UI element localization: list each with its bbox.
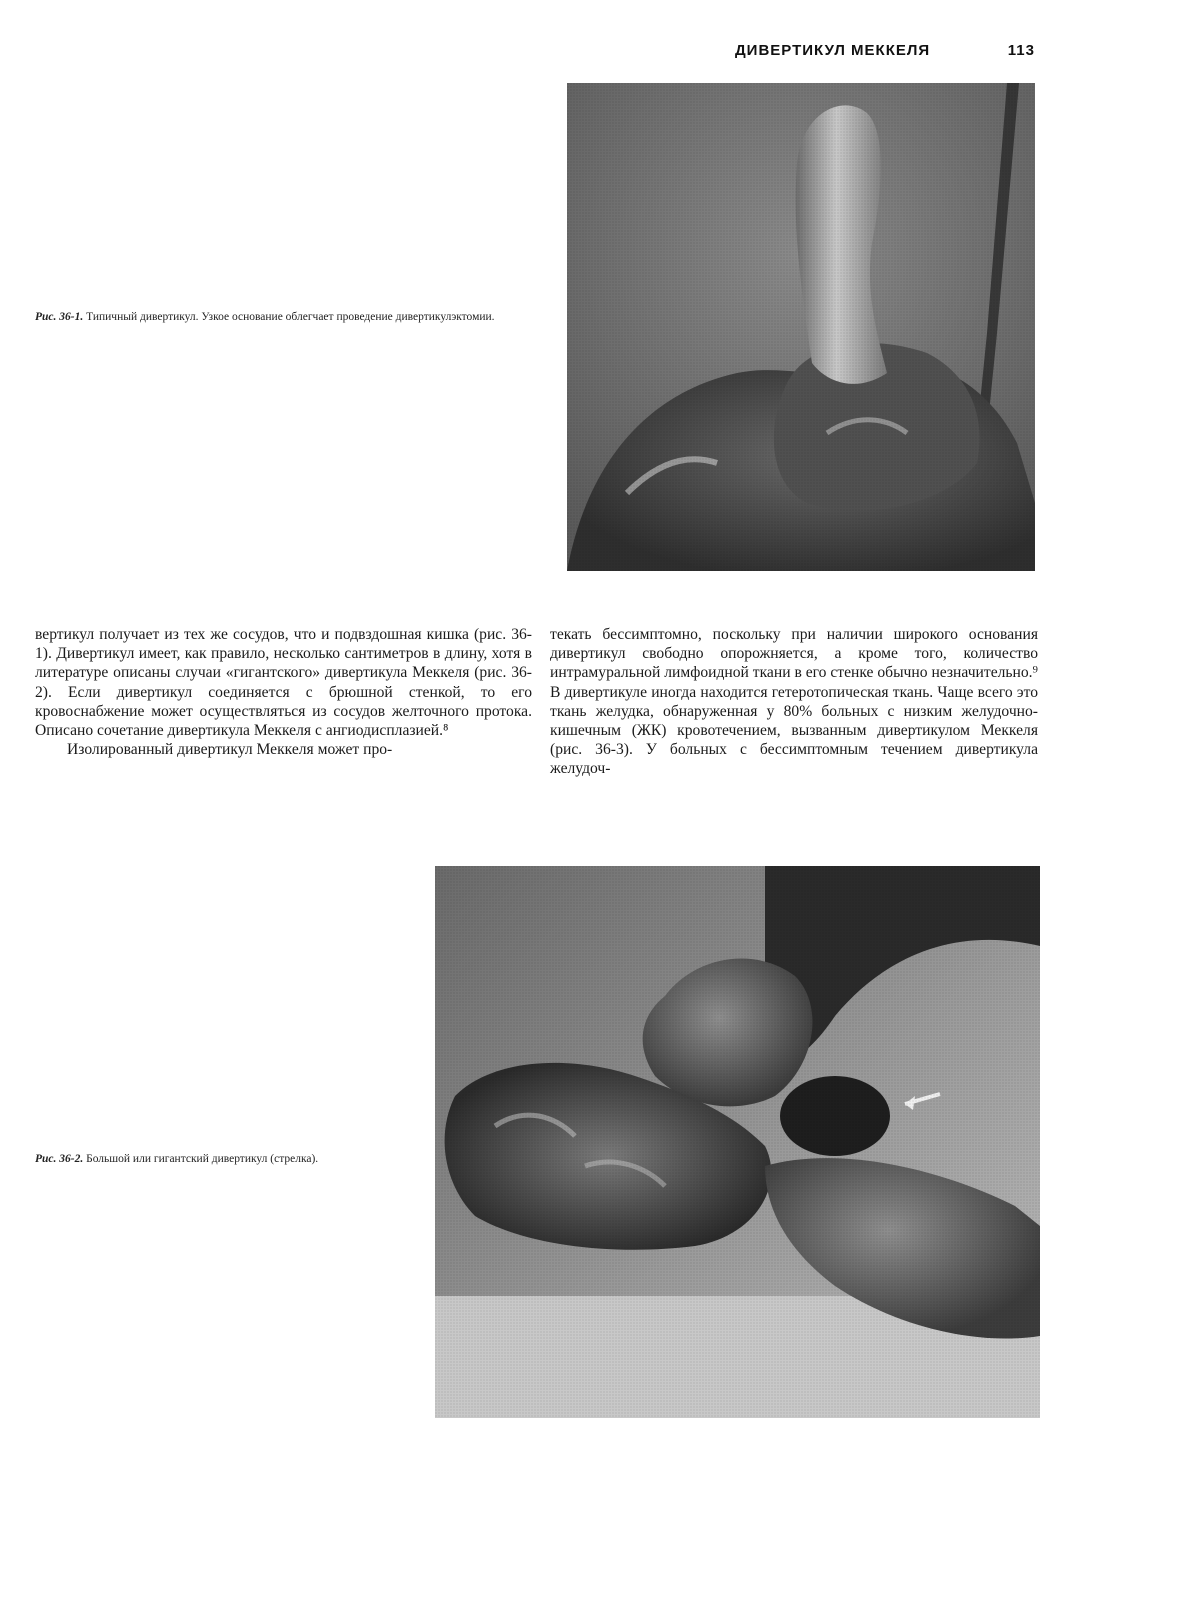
paragraph: Изолированный дивертикул Меккеля может про-: [67, 741, 393, 759]
figure-1-label: Рис. 36-1.: [35, 311, 84, 323]
running-header-title: ДИВЕРТИКУЛ МЕККЕЛЯ: [735, 42, 931, 59]
text-column-right: [550, 625, 1038, 779]
figure-2-image: [435, 866, 1040, 1418]
figure-1-caption: [35, 310, 532, 324]
figure-2-label: Рис. 36-2.: [35, 1153, 84, 1165]
figure-2-caption-text: Большой или гигантский дивертикул (стрелка).: [86, 1153, 319, 1165]
paragraph: текать бессимптомно, поскольку при наличии широкого основания дивертикул свободно опорожняется, а кроме того, количество интрамуральной лимфоидной ткани в его стенке обычно незначительно.⁹ В дивертикуле иногда находится гетеротопическая ткань. Чаще всего это ткань желудка, обнаруженная у 80% больных с низким желудочно-кишечным (ЖК) кровотечением, вызванным дивертикулом Меккеля (рис. 36-3). У больных с бессимптомным течением дивертикула желудоч-: [550, 626, 1038, 778]
text-column-left: [35, 625, 532, 759]
running-header: [735, 38, 1035, 62]
figure-1-image: [567, 83, 1035, 571]
figure-2-photo: [435, 866, 1040, 1418]
paragraph: вертикул получает из тех же сосудов, что и подвздошная кишка (рис. 36-1). Дивертикул имеет, как правило, несколько сантиметров в длину, хотя в литературе описаны случаи «гигантского» дивертикула Меккеля (рис. 36-2). Если дивертикул соединяется с брюшной стенкой, то его кровоснабжение может осуществляться из сосудов желточного протока. Описано сочетание дивертикула Меккеля с ангиодисплазией.⁸: [35, 626, 532, 740]
figure-1-photo: [567, 83, 1035, 571]
figure-2-caption: [35, 1152, 390, 1166]
page-number: 113: [1007, 42, 1035, 59]
figure-1-caption-text: Типичный дивертикул. Узкое основание облегчает проведение дивертикулэктомии.: [86, 311, 495, 323]
